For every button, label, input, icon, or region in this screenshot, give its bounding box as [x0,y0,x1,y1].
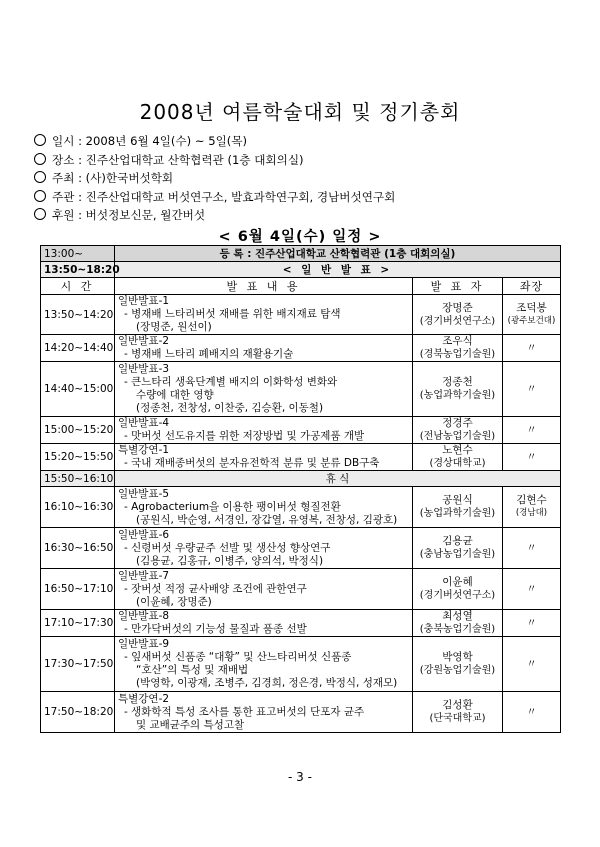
chair-name: 〃 [526,616,537,629]
registration-time: 13:00~ [41,246,115,262]
presenter-name: 정경주 [442,417,473,429]
presenter-name: 정종천 [442,376,473,388]
info-venue: 장소 : 진주산업대학교 산학협력관 (1층 대회의실) [34,151,395,170]
column-header-time: 시 간 [41,278,115,295]
day-heading: < 6월 4일(수) 일정 > [218,229,382,245]
presentation-detail: “호산”의 특성 및 재배법 [136,664,249,676]
presenter-name: 최성열 [442,610,473,622]
chair-affiliation: (광주보건대) [507,315,556,326]
circle-bullet-icon [34,153,46,165]
presentation-content [115,417,413,444]
presenter-affiliation: (단국대학교) [429,713,486,724]
presentation-number: 일반발표-9 [118,638,170,650]
info-host: 주최 : (사)한국버섯학회 [34,169,395,188]
chair-affiliation: (경남대) [515,508,548,518]
presentation-number: 일반발표-4 [118,417,170,429]
table-row [41,692,561,733]
presenter-cell [413,610,503,637]
chair-cell [503,569,561,610]
chair-cell [503,610,561,637]
presentation-detail: (김용균, 김홍규, 이병주, 양의석, 박정식) [136,554,324,567]
document-title: 2008년 여름학술대회 및 정기총회 [139,100,461,124]
column-header-content: 발 표 내 용 [115,278,413,295]
presenter-affiliation: (경기버섯연구소) [419,315,496,327]
column-header-presenter: 발 표 자 [413,278,503,295]
presenter-affiliation: (충남농업기술원) [419,549,496,560]
session-time: 13:50~18:20 [41,262,115,278]
presentation-detail: 및 교배균주의 특성고찰 [136,718,245,731]
chair-name: 조덕봉 [516,301,547,314]
table-row [41,637,561,692]
presentation-number: 일반발표-6 [118,528,170,541]
presentation-number: 일반발표-5 [118,487,170,500]
presentation-content [115,569,413,610]
schedule-table [40,245,561,733]
presentation-detail: (공원식, 박순영, 서경인, 장갑열, 유영복, 전창성, 김광호) [136,513,398,526]
presentation-content [115,487,413,528]
presentation-title: - 생화학적 특성 조사를 통한 표고버섯의 단포자 균주 [124,705,365,718]
session-time: 15:20~15:50 [41,444,115,471]
chair-cell [503,692,561,733]
session-time: 16:30~16:50 [41,528,115,569]
presenter-affiliation: (농업과학기술원) [419,390,496,401]
session-time: 17:50~18:20 [41,692,115,733]
presenter-name: 박영학 [442,651,473,663]
column-header-chair: 좌장 [503,278,561,295]
presenter-cell [413,335,503,362]
presentation-content [115,637,413,692]
chair-name: 〃 [526,341,537,354]
presenter-affiliation: (경상대학교) [429,458,486,469]
chair-name: 〃 [526,541,537,554]
session-time: 16:10~16:30 [41,487,115,528]
chair-cell [503,417,561,444]
chair-cell [503,295,561,335]
presentation-number: 특별강연-1 [118,444,170,456]
session-time: 13:50~14:20 [41,295,115,335]
chair-name: 〃 [526,450,537,463]
presentation-number: 일반발표-1 [118,295,170,307]
presentation-content [115,528,413,569]
presenter-affiliation: (농업과학기술원) [419,508,496,519]
session-time: 14:20~14:40 [41,335,115,362]
presentation-content [115,610,413,637]
presenter-affiliation: (경기버섯연구소) [419,590,496,601]
presentation-title: - 큰느타리 생육단계별 배지의 이화학성 변화와 [124,376,338,388]
presentation-detail: (장명준, 원선이) [136,321,212,333]
presentation-title: - 맛버섯 선도유지를 위한 저장방법 및 가공제품 개발 [124,430,365,442]
presentation-detail: (이윤혜, 장명준) [136,595,212,608]
event-info [34,132,395,225]
presentation-title: - 만가닥버섯의 기능성 물질과 품종 선발 [124,623,307,635]
presenter-cell [413,569,503,610]
presentation-title: - 국내 재배종버섯의 분자유전학적 분류 및 분류 DB구축 [124,457,380,469]
registration-text: 등 록 : 진주산업대학교 산학협력관 (1층 대회의실) [115,246,561,262]
presentation-detail: (박영학, 이광재, 조병주, 김경희, 정은경, 박정식, 성재모) [136,677,398,689]
presentation-number: 일반발표-8 [118,610,170,622]
presenter-affiliation: (강원농업기술원) [419,665,496,676]
chair-cell [503,362,561,417]
presenter-name: 이윤혜 [442,576,473,588]
chair-cell [503,487,561,528]
table-row [41,528,561,569]
session-time: 16:50~17:10 [41,569,115,610]
info-date: 일시 : 2008년 6월 4일(수) ~ 5일(목) [34,132,395,151]
table-row [41,335,561,362]
presentation-number: 일반발표-2 [118,335,170,347]
presenter-cell [413,692,503,733]
column-header-row [41,278,561,295]
presentation-title: - 잣버섯 적정 균사배양 조건에 관한연구 [124,582,307,595]
presenter-affiliation: (전남농업기술원) [419,431,496,442]
presentation-detail: 수량에 대한 영향 [136,389,214,401]
session-row [41,262,561,278]
presentation-title: - 병재배 느타리 폐배지의 재활용기술 [124,348,294,360]
chair-name: 〃 [526,705,537,718]
session-time: 17:10~17:30 [41,610,115,637]
table-row [41,417,561,444]
presentation-content [115,692,413,733]
break-label: 휴 식 [115,471,561,487]
presenter-cell [413,444,503,471]
presentation-content [115,335,413,362]
chair-name: 〃 [526,382,537,395]
presentation-content [115,362,413,417]
circle-bullet-icon [34,190,46,202]
presenter-name: 조우식 [442,335,473,347]
chair-cell [503,528,561,569]
session-title: < 일 반 발 표 > [115,262,561,278]
chair-name: 〃 [526,582,537,595]
circle-bullet-icon [34,208,46,220]
presenter-cell [413,362,503,417]
circle-bullet-icon [34,171,46,183]
chair-name: 김현수 [516,494,547,506]
presentation-content [115,295,413,335]
presentation-number: 일반발표-7 [118,569,170,582]
session-time: 17:30~17:50 [41,637,115,692]
presenter-cell [413,528,503,569]
table-row [41,444,561,471]
session-time: 15:00~15:20 [41,417,115,444]
chair-cell [503,335,561,362]
presenter-cell [413,487,503,528]
info-organizer: 주관 : 진주산업대학교 버섯연구소, 발효과학연구회, 경남버섯연구회 [34,188,395,207]
info-sponsor: 후원 : 버섯정보신문, 월간버섯 [34,206,395,225]
presenter-name: 노현수 [442,444,473,456]
page-number: - 3 - [288,770,312,784]
table-row [41,362,561,417]
presenter-affiliation: (충북농업기술원) [419,624,496,635]
presentation-number: 특별강연-2 [118,692,170,705]
presenter-affiliation: (경북농업기술원) [419,349,496,360]
presentation-title: - Agrobacterium을 이용한 팽이버섯 형질전환 [124,500,341,513]
presenter-name: 공원식 [442,494,473,506]
break-time: 15:50~16:10 [41,471,115,487]
presentation-title: - 잎새버섯 신품종 “대황” 및 산느타리버섯 신품종 [124,651,352,663]
presentation-number: 일반발표-3 [118,363,170,375]
table-row [41,569,561,610]
presentation-title: - 신령버섯 우량균주 선발 및 생산성 향상연구 [124,541,331,554]
chair-cell [503,444,561,471]
table-row [41,610,561,637]
presenter-name: 김성환 [442,699,473,711]
presentation-title: - 병재배 느타리버섯 재배를 위한 배지재료 탐색 [124,308,341,320]
presentation-content [115,444,413,471]
chair-cell [503,637,561,692]
table-row [41,487,561,528]
presenter-cell [413,637,503,692]
presentation-detail: (정종천, 전창성, 이찬중, 김승환, 이동철) [136,402,324,414]
circle-bullet-icon [34,134,46,146]
registration-row [41,246,561,262]
chair-name: 〃 [526,657,537,670]
presenter-name: 장명준 [442,301,473,314]
chair-name: 〃 [526,423,537,436]
table-row [41,295,561,335]
presenter-name: 김용균 [442,535,473,547]
presenter-cell [413,417,503,444]
presenter-cell [413,295,503,335]
break-row [41,471,561,487]
session-time: 14:40~15:00 [41,362,115,417]
